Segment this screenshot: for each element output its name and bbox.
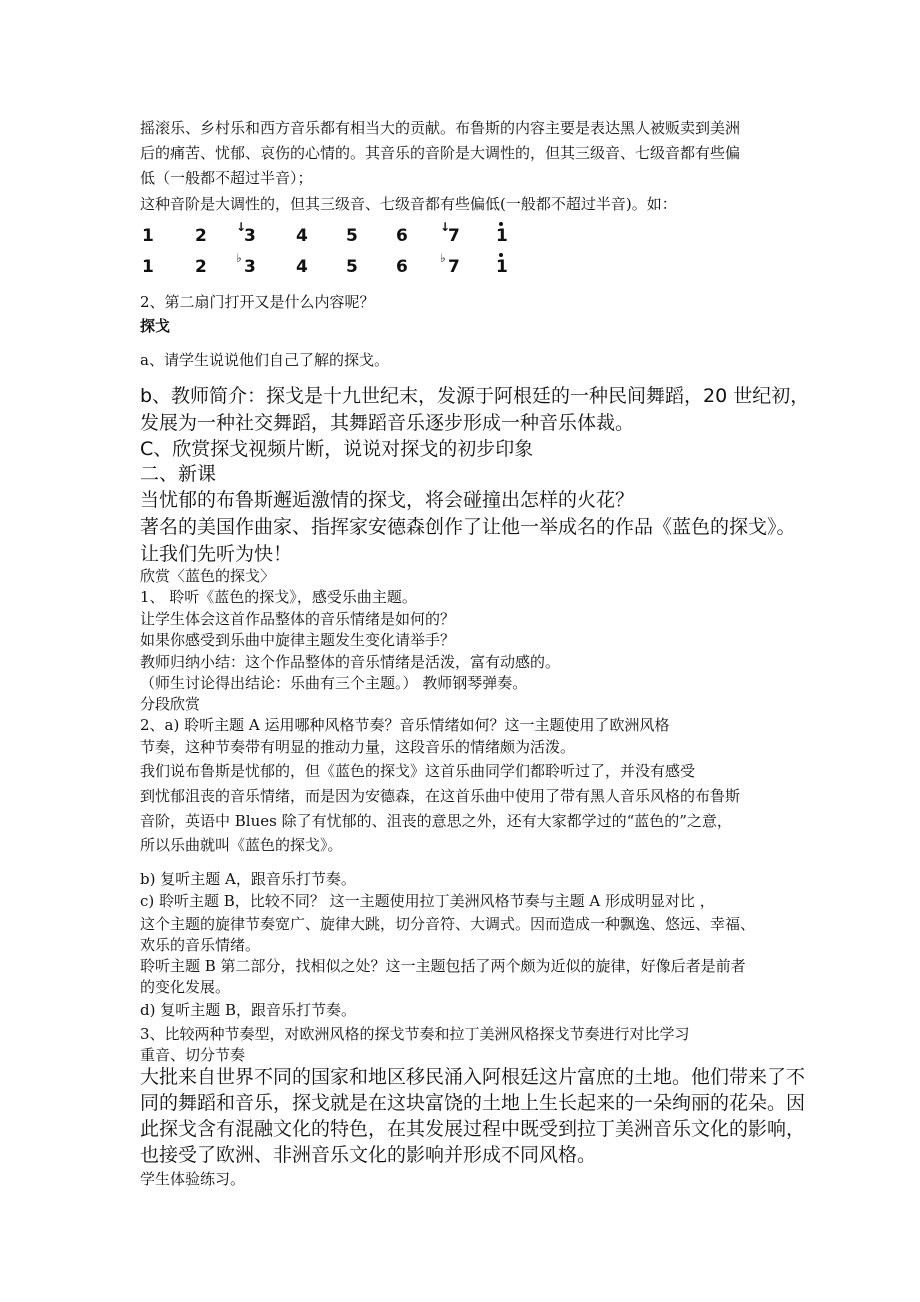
scale-note: 3 bbox=[244, 257, 256, 277]
paragraph-line: 的变化发展。 bbox=[140, 978, 231, 996]
flat-arrow-icon: ↓ bbox=[236, 220, 247, 234]
scale-note: 7 bbox=[448, 226, 460, 246]
scale-note: 1 bbox=[142, 226, 154, 246]
paragraph-line: 此探戈含有混融文化的特色，在其发展过程中既受到拉丁美洲音乐文化的影响， bbox=[140, 1118, 806, 1140]
paragraph-line: 分段欣赏 bbox=[140, 695, 201, 713]
paragraph-line: 学生体验练习。 bbox=[140, 1170, 246, 1188]
scale-note: 4 bbox=[296, 226, 308, 246]
paragraph-line: 3、比较两种节奏型，对欧洲风格的探戈节奏和拉丁美洲风格探戈节奏进行对比学习 bbox=[140, 1025, 690, 1043]
flat-sign-icon: ♭ bbox=[440, 251, 446, 265]
paragraph-line: 让学生体会这首作品整体的音乐情绪是如何的？ bbox=[140, 610, 456, 628]
scale-note: 2 bbox=[195, 226, 207, 246]
paragraph-line: 到忧郁沮丧的音乐情绪，而是因为安德森，在这首乐曲中使用了带有黑人音乐风格的布鲁斯 bbox=[140, 787, 741, 805]
paragraph-line: 大批来自世界不同的国家和地区移民涌入阿根廷这片富庶的土地。他们带来了不 bbox=[140, 1066, 806, 1088]
paragraph-line: 发展为一种社交舞蹈，其舞蹈音乐逐步形成一种音乐体裁。 bbox=[140, 412, 635, 434]
scale-note: 6 bbox=[396, 257, 408, 277]
scale-note: 5 bbox=[346, 226, 358, 246]
paragraph-line: 重音、切分节奏 bbox=[140, 1046, 246, 1064]
scale-note: 5 bbox=[346, 257, 358, 277]
paragraph-line: 我们说布鲁斯是忧郁的，但《蓝色的探戈》这首乐曲同学们都聆听过了，并没有感受 bbox=[140, 762, 696, 780]
scale-note: 4 bbox=[296, 257, 308, 277]
paragraph-line: 聆听主题 B 第二部分，找相似之处？这一主题包括了两个颇为近似的旋律，好像后者是前者 bbox=[140, 957, 746, 975]
scale-note: 1 bbox=[496, 226, 508, 246]
paragraph-line: c) 聆听主题 B，比较不同？ 这一主题使用拉丁美洲风格节奏与主题 A 形成明显对比 ， bbox=[140, 892, 715, 910]
scale-note: 1 bbox=[142, 257, 154, 277]
paragraph-line: C、欣赏探戈视频片断，说说对探戈的初步印象 bbox=[140, 438, 534, 460]
paragraph-line: 1、 聆听《蓝色的探戈》，感受乐曲主题。 bbox=[140, 588, 417, 606]
paragraph-line: 后的痛苦、忧郁、哀伤的心情的。其音乐的音阶是大调性的，但其三级音、七级音都有些偏 bbox=[140, 144, 741, 162]
scale-note: 6 bbox=[396, 226, 408, 246]
paragraph-line: 低（一般都不超过半音）； bbox=[140, 169, 313, 187]
scale-note: 7 bbox=[448, 257, 460, 277]
scale-note: 2 bbox=[195, 257, 207, 277]
paragraph-line: 2、a) 聆听主题 A 运用哪种风格节奏？音乐情绪如何？这一主题使用了欧洲风格 bbox=[140, 716, 670, 734]
flat-sign-icon: ♭ bbox=[236, 251, 242, 265]
paragraph-line: 节奏，这种节奏带有明显的推动力量，这段音乐的情绪颇为活泼。 bbox=[140, 738, 576, 756]
scale-note: 3 bbox=[244, 226, 256, 246]
section-heading: 探戈 bbox=[140, 317, 171, 335]
paragraph-line: 音阶，英语中 Blues 除了有忧郁的、沮丧的意思之外，还有大家都学过的“蓝色的”之意， bbox=[140, 812, 732, 830]
paragraph-line: d) 复听主题 B，跟音乐打节奏。 bbox=[140, 1001, 357, 1019]
paragraph-line: 也接受了欧洲、非洲音乐文化的影响并形成不同风格。 bbox=[140, 1144, 597, 1166]
paragraph-line: b) 复听主题 A，跟音乐打节奏。 bbox=[140, 870, 356, 888]
paragraph-line: （师生讨论得出结论：乐曲有三个主题。） 教师钢琴弹奏。 bbox=[140, 674, 528, 692]
paragraph-line: 让我们先听为快！ bbox=[140, 543, 293, 565]
paragraph-line: 摇滚乐、乡村乐和西方音乐都有相当大的贡献。布鲁斯的内容主要是表达黑人被贩卖到美洲 bbox=[140, 119, 741, 137]
flat-arrow-icon: ↓ bbox=[440, 220, 451, 234]
paragraph-line: 所以乐曲就叫《蓝色的探戈》。 bbox=[140, 836, 343, 854]
paragraph-line: a、请学生说说他们自己了解的探戈。 bbox=[140, 351, 389, 369]
paragraph-line: 欣赏〈蓝色的探戈〉 bbox=[140, 567, 276, 585]
scale-note: 1 bbox=[496, 257, 508, 277]
section-heading: 二、新课 bbox=[140, 463, 217, 485]
paragraph-line: 同的舞蹈和音乐，探戈就是在这块富饶的土地上生长起来的一朵绚丽的花朵。因 bbox=[140, 1092, 806, 1114]
paragraph-line: 教师归纳小结：这个作品整体的音乐情绪是活泼，富有动感的。 bbox=[140, 653, 561, 671]
paragraph-line: 当忧郁的布鲁斯邂逅激情的探戈，将会碰撞出怎样的火花？ bbox=[140, 489, 635, 511]
paragraph-line: 这种音阶是大调性的，但其三级音、七级音都有些偏低(一般都不超过半音)。如： bbox=[140, 195, 677, 213]
paragraph-line: 如果你感受到乐曲中旋律主题发生变化请举手？ bbox=[140, 631, 456, 649]
paragraph-line: b、教师简介：探戈是十九世纪末，发源于阿根廷的一种民间舞蹈，20 世纪初， bbox=[140, 385, 810, 407]
paragraph-line: 欢乐的音乐情绪。 bbox=[140, 936, 261, 954]
paragraph-line: 这个主题的旋律节奏宽广、旋律大跳，切分音符、大调式。因而造成一种飘逸、悠远、幸福、 bbox=[140, 915, 756, 933]
paragraph-line: 著名的美国作曲家、指挥家安德森创作了让他一举成名的作品《蓝色的探戈》。 bbox=[140, 516, 796, 538]
paragraph-line: 2、第二扇门打开又是什么内容呢？ bbox=[140, 293, 375, 311]
